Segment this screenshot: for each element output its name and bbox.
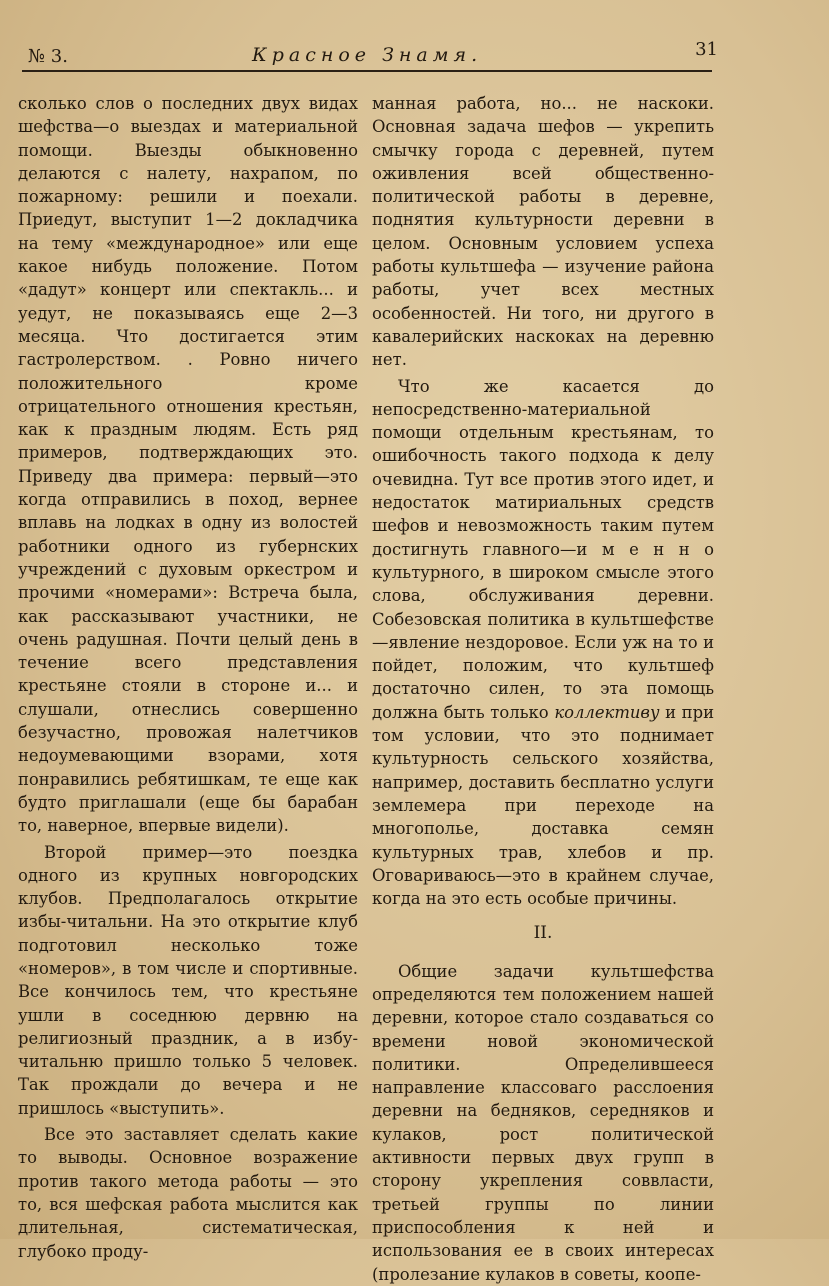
right-column [372,92,714,1286]
paragraph-text: и при том условии, что это поднимает культурность сельского хозяйства, например, доставить бесплатно услуги землемера при переходе на многополье, доставка семян культурных трав, хлебов и пр. Оговариваюсь—это в крайнем случае, когда на это есть особые причины. [372,702,714,909]
paragraph: Общие задачи культшефства определяются тем положением нашей деревни, которое стало создаваться со времени новой экономической политики. Определившееся направление классоваго расслоения деревни на бедняков, середняков и кулаков, рост политической активности первых двух групп в сторону укрепления соввласти, третьей группы по линии приспособления к ней и использования ее в своих интересах (пролезание кулаков в советы, коопе- [372,961,714,1284]
paragraph: манная работа, но... не наскоки. Основная задача шефов — укрепить смычку города с деревней, путем оживления всей общественно-политической работы в деревне, поднятия культурности деревни в целом. Основным условием успеха работы культшефа — изучение района работы, учет всех местных особенностей. Ни того, ни другого в кавалерийских наскоках на деревню нет. [372,94,714,370]
page-number: 31 [695,39,718,60]
left-column [18,92,358,1263]
paragraph-text: Что же касается до непосредственно-материальной помощи отдельным крестьянам, то ошибочность такого подхода к делу очевидна. Тут все против этого идет, и недостаток матириальных средств шефов и невозможность таким путем достигнуть главного—и м е н н о культурного, в широком смысле этого слова, обслуживания деревни. Собезовская политика в культшефстве—явление нездоровое. Если уж на то и пойдет, положим, что культшеф достаточно силен, то эта помощь должна быть только [372,376,714,722]
issue-number: № 3. [28,46,68,67]
paragraph: Второй пример—это поездка одного из крупных новгородских клубов. Предполагалось открытие избы-читальни. На это открытие клуб подготовил несколько тоже «номеров», в том числе и спортивные. Все кончилось тем, что крестьяне ушли в соседнюю дервню на религиозный праздник, а в избу-читальню пришло только 5 человек. Так прождали до вечера и не пришлось «выступить». [18,842,358,1118]
publication-title: Красное Знамя. [252,44,483,66]
emphasized-word: коллективу [554,702,660,722]
paragraph: Все это заставляет сделать какие то выводы. Основное возражение против такого метода работы — это то, вся шефская работа мыслится как длительная, систематическая, глубоко проду- [18,1125,358,1261]
page-header [22,38,718,72]
paragraph: сколько слов о последних двух видах шефства—о выездах и материальной помощи. Выезды обыкновенно делаются с налету, нахрапом, по пожарному: решили и поехали. Приедут, выступит 1—2 докладчика на тему «международное» или еще какое нибудь положение. Потом «дадут» концерт или спектакль... и уедут, не показываясь еще 2—3 месяца. Что достигается этим гастролерством. . Ровно ничего положительного кроме отрицательного отношения крестьян, как к праздным людям. Есть ряд примеров, подтверждающих это. Приведу два примера: первый—это когда отправились в поход, вернее вплавь на лодках в одну из волостей работники одного из губернских учреждений с духовым оркестром и прочими «номерами»: Встреча была, как рассказывают участники, не очень радушная. Почти целый день в течение всего представления крестьяне стояли в стороне и... и слушали, отнеслись совершенно безучастно, провожая налетчиков недоумевающими взорами, хотя понравились ребятишкам, те еще как будто приглашали (еще бы барабан то, наверное, впервые видели). [18,94,358,836]
section-number: II. [533,923,553,944]
paragraph [372,375,714,911]
